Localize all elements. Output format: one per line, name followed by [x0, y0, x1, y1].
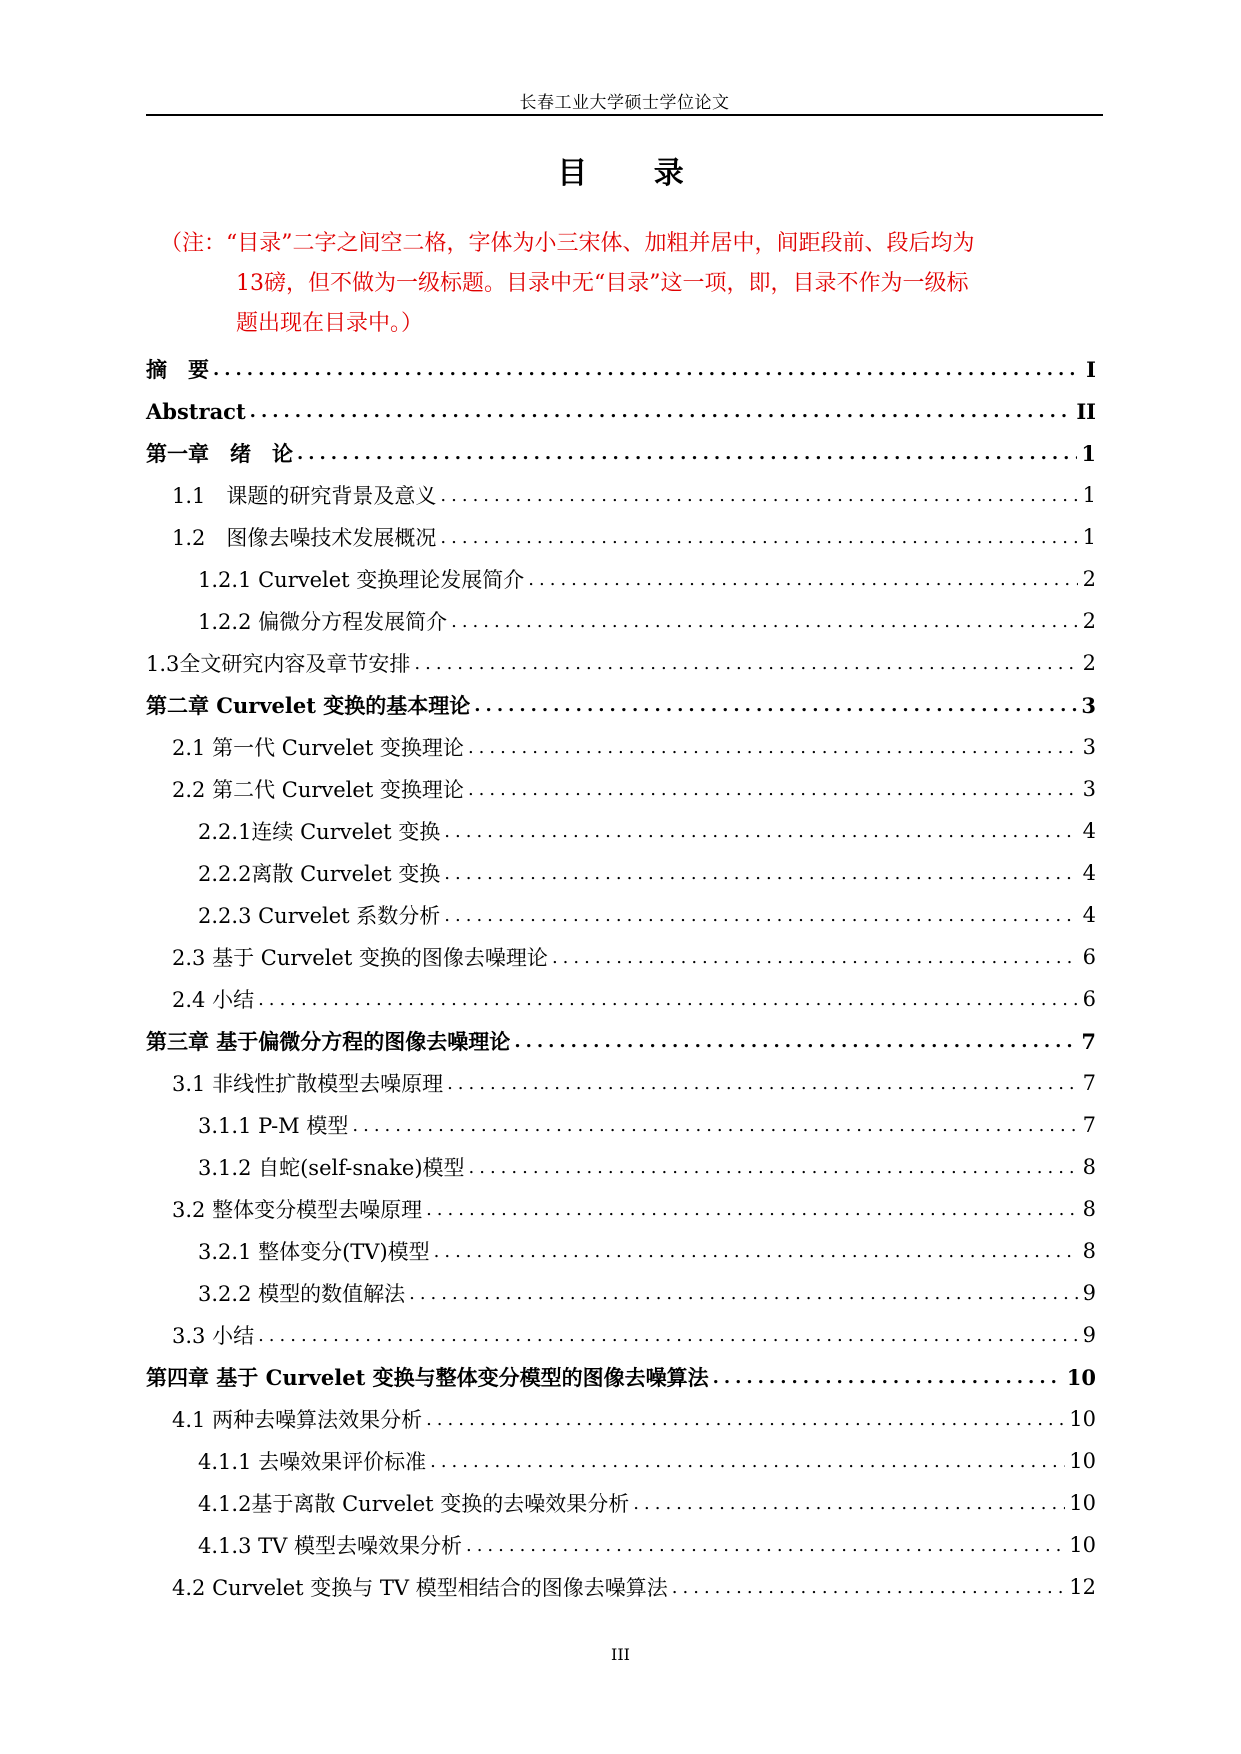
toc-leader-dots: [444, 821, 1078, 842]
toc-leader-dots: [409, 1283, 1078, 1304]
toc-entry[interactable]: [146, 558, 1096, 600]
toc-leader-dots: [430, 1451, 1065, 1472]
toc-leader-dots: [258, 989, 1078, 1010]
toc-entry-page: 8: [1082, 1197, 1096, 1221]
toc-entry-page: 1: [1081, 440, 1096, 466]
toc-entry-label: 摘 要: [146, 357, 209, 382]
toc-entry-label: 3.3 小结: [172, 1324, 255, 1348]
toc-entry[interactable]: [146, 936, 1096, 978]
toc-leader-dots: [468, 737, 1078, 758]
toc-entry-label: 1.2 图像去噪技术发展概况: [172, 526, 437, 550]
toc-entry-page: 2: [1082, 651, 1096, 675]
toc-entry[interactable]: [146, 726, 1096, 768]
toc-entry-page: 10: [1069, 1449, 1096, 1473]
toc-entry-page: II: [1076, 398, 1096, 424]
toc-entry[interactable]: [146, 1440, 1096, 1482]
toc-entry-page: 8: [1082, 1239, 1096, 1263]
toc-entry-label: 4.2 Curvelet 变换与 TV 模型相结合的图像去噪算法: [172, 1576, 668, 1600]
header-rule: [146, 114, 1103, 116]
toc-entry[interactable]: [146, 1146, 1096, 1188]
toc-entry-page: 10: [1069, 1533, 1096, 1557]
note-line-2: 13磅，但不做为一级标题。目录中无“目录”这一项，即，目录不作为一级标: [236, 271, 969, 296]
table-of-contents: [146, 348, 1096, 1608]
toc-leader-dots: [434, 1241, 1078, 1262]
toc-entry[interactable]: [146, 1230, 1096, 1272]
toc-leader-dots: [514, 1031, 1077, 1052]
toc-leader-dots: [444, 905, 1078, 926]
toc-entry[interactable]: [146, 1398, 1096, 1440]
toc-entry-label: 4.1 两种去噪算法效果分析: [172, 1408, 423, 1432]
toc-entry-label: 3.1.1 P-M 模型: [198, 1114, 349, 1138]
toc-entry-label: 1.2.1 Curvelet 变换理论发展简介: [198, 568, 525, 592]
toc-leader-dots: [633, 1493, 1065, 1514]
toc-entry-label: 3.2.2 模型的数值解法: [198, 1282, 406, 1306]
toc-entry[interactable]: [146, 1104, 1096, 1146]
note-line-3: 题出现在目录中。）: [236, 311, 424, 336]
toc-entry[interactable]: [146, 600, 1096, 642]
toc-entry-page: 3: [1082, 735, 1096, 759]
toc-entry-label: 2.2.1连续 Curvelet 变换: [198, 820, 441, 844]
toc-leader-dots: [672, 1577, 1065, 1598]
toc-leader-dots: [444, 863, 1078, 884]
toc-leader-dots: [213, 359, 1078, 380]
toc-leader-dots: [552, 947, 1078, 968]
toc-entry-page: 12: [1069, 1575, 1096, 1599]
toc-entry-label: 第二章 Curvelet 变换的基本理论: [146, 693, 471, 718]
toc-leader-dots: [352, 1115, 1078, 1136]
toc-entry-label: 第一章 绪 论: [146, 441, 293, 466]
toc-entry-page: 7: [1082, 1071, 1096, 1095]
toc-entry[interactable]: [146, 516, 1096, 558]
toc-entry-page: 4: [1082, 819, 1096, 843]
toc-leader-dots: [528, 569, 1078, 590]
toc-entry-label: 2.2.2离散 Curvelet 变换: [198, 862, 441, 886]
toc-entry-page: 1: [1082, 525, 1096, 549]
page-title: 目 录: [557, 156, 712, 191]
toc-entry[interactable]: [146, 1482, 1096, 1524]
toc-entry[interactable]: [146, 1020, 1096, 1062]
toc-entry-page: I: [1086, 356, 1096, 382]
toc-leader-dots: [258, 1325, 1078, 1346]
toc-leader-dots: [469, 1157, 1078, 1178]
toc-entry-page: 7: [1081, 1028, 1096, 1054]
toc-leader-dots: [713, 1367, 1063, 1388]
toc-entry-label: 3.1 非线性扩散模型去噪原理: [172, 1072, 444, 1096]
page-number: III: [611, 1645, 630, 1664]
toc-entry[interactable]: [146, 1314, 1096, 1356]
running-header: 长春工业大学硕士学位论文: [519, 93, 730, 113]
toc-entry[interactable]: [146, 1524, 1096, 1566]
toc-leader-dots: [426, 1199, 1078, 1220]
toc-entry-label: 3.1.2 自蛇(self-snake)模型: [198, 1156, 465, 1180]
toc-leader-dots: [426, 1409, 1065, 1430]
toc-entry[interactable]: [146, 1356, 1096, 1398]
toc-entry-page: 10: [1069, 1491, 1096, 1515]
toc-entry[interactable]: [146, 1188, 1096, 1230]
toc-entry[interactable]: [146, 852, 1096, 894]
toc-entry-label: 第四章 基于 Curvelet 变换与整体变分模型的图像去噪算法: [146, 1365, 709, 1390]
toc-entry-label: Abstract: [146, 398, 246, 424]
toc-entry-label: 2.1 第一代 Curvelet 变换理论: [172, 736, 464, 760]
toc-entry[interactable]: [146, 390, 1096, 432]
toc-entry-page: 9: [1082, 1281, 1096, 1305]
toc-entry-label: 4.1.2基于离散 Curvelet 变换的去噪效果分析: [198, 1492, 630, 1516]
toc-leader-dots: [440, 527, 1078, 548]
toc-entry-page: 4: [1082, 903, 1096, 927]
toc-entry[interactable]: [146, 432, 1096, 474]
toc-entry-label: 2.3 基于 Curvelet 变换的图像去噪理论: [172, 946, 548, 970]
toc-entry-label: 1.1 课题的研究背景及意义: [172, 484, 437, 508]
toc-entry[interactable]: [146, 978, 1096, 1020]
toc-entry[interactable]: [146, 1566, 1096, 1608]
toc-leader-dots: [297, 443, 1077, 464]
note-line-1: （注：“目录”二字之间空二格，字体为小三宋体、加粗并居中，间距段前、段后均为: [160, 231, 975, 256]
toc-entry-label: 2.2 第二代 Curvelet 变换理论: [172, 778, 464, 802]
toc-entry[interactable]: [146, 348, 1096, 390]
toc-leader-dots: [451, 611, 1078, 632]
toc-entry-label: 4.1.3 TV 模型去噪效果分析: [198, 1534, 462, 1558]
toc-entry-label: 3.2.1 整体变分(TV)模型: [198, 1240, 430, 1264]
toc-leader-dots: [440, 485, 1078, 506]
toc-entry-page: 3: [1082, 777, 1096, 801]
toc-entry[interactable]: [146, 810, 1096, 852]
toc-entry-page: 8: [1082, 1155, 1096, 1179]
toc-entry[interactable]: [146, 1062, 1096, 1104]
toc-leader-dots: [414, 653, 1078, 674]
toc-entry-label: 1.3全文研究内容及章节安排: [146, 652, 411, 676]
toc-entry-page: 7: [1082, 1113, 1096, 1137]
toc-entry-page: 1: [1082, 483, 1096, 507]
toc-leader-dots: [250, 401, 1073, 422]
toc-entry-page: 2: [1082, 609, 1096, 633]
toc-entry-page: 3: [1081, 692, 1096, 718]
toc-entry-page: 10: [1066, 1364, 1096, 1390]
toc-entry-page: 4: [1082, 861, 1096, 885]
toc-entry-page: 9: [1082, 1323, 1096, 1347]
toc-entry-label: 4.1.1 去噪效果评价标准: [198, 1450, 427, 1474]
toc-entry-page: 6: [1082, 945, 1096, 969]
toc-entry-label: 2.4 小结: [172, 988, 255, 1012]
formatting-note: [160, 224, 1100, 344]
toc-entry-page: 2: [1082, 567, 1096, 591]
toc-entry[interactable]: [146, 684, 1096, 726]
toc-entry-label: 第三章 基于偏微分方程的图像去噪理论: [146, 1029, 511, 1054]
toc-entry-label: 2.2.3 Curvelet 系数分析: [198, 904, 441, 928]
toc-leader-dots: [466, 1535, 1065, 1556]
toc-entry[interactable]: [146, 894, 1096, 936]
toc-entry[interactable]: [146, 474, 1096, 516]
toc-entry-label: 3.2 整体变分模型去噪原理: [172, 1198, 423, 1222]
toc-entry-page: 10: [1069, 1407, 1096, 1431]
toc-entry[interactable]: [146, 642, 1096, 684]
toc-entry-page: 6: [1082, 987, 1096, 1011]
toc-leader-dots: [468, 779, 1078, 800]
toc-leader-dots: [447, 1073, 1078, 1094]
toc-entry[interactable]: [146, 1272, 1096, 1314]
toc-entry[interactable]: [146, 768, 1096, 810]
toc-entry-label: 1.2.2 偏微分方程发展简介: [198, 610, 448, 634]
toc-leader-dots: [474, 695, 1077, 716]
